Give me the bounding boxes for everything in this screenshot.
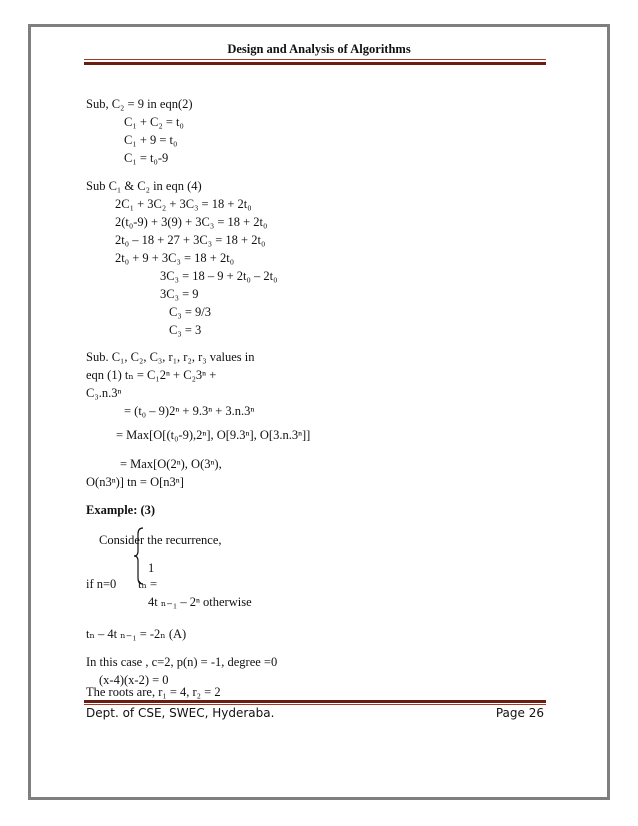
footer-rule-thick [84,700,546,703]
example-heading: Example: (3) [86,503,156,517]
paragraph-line: Sub. C₁, C₂, C₃, r₁, r₂, r₃ values in [86,350,255,364]
equation-line: = Max[O[(t₀-9),2ⁿ], O[9.3ⁿ], O[3.n.3ⁿ]] [116,428,311,442]
equation-line: 3C₃ = 9 [160,287,199,301]
header-rule-thin [84,59,546,60]
paragraph-line: Consider the recurrence, [99,533,222,547]
equation-line: C₁ + 9 = t₀ [124,133,178,147]
equation-line: 2t₀ – 18 + 27 + 3C₃ = 18 + 2t₀ [115,233,266,247]
equation-line: 2(t₀-9) + 3(9) + 3C₃ = 18 + 2t₀ [115,215,268,229]
equation-line: 3C₃ = 18 – 9 + 2t₀ – 2t₀ [160,269,278,283]
equation-line: C₃ = 9/3 [169,305,211,319]
header-rule-thick [84,62,546,65]
equation-line: = Max[O(2ⁿ), O(3ⁿ), [120,457,222,471]
equation-line: C₃ = 3 [169,323,202,337]
footer-page-number: Page 26 [495,706,544,720]
paragraph-line: C₃.n.3ⁿ [86,386,122,400]
equation-line: (x-4)(x-2) = 0 [99,673,169,687]
line-sub-c1-c2: Sub C₁ & C₂ in eqn (4) [86,179,202,193]
case-condition: if n=0 [86,577,117,591]
paragraph-line: The roots are, r₁ = 4, r₂ = 2 [86,685,221,699]
footer-rule-thin [84,704,546,705]
case-line: tₙ = [138,577,158,591]
footer-department: Dept. of CSE, SWEC, Hyderaba. [86,706,275,720]
paragraph-line: In this case , c=2, p(n) = -1, degree =0 [86,655,278,669]
equation-line: 2t₀ + 9 + 3C₃ = 18 + 2t₀ [115,251,235,265]
equation-line: tₙ – 4t ₙ₋₁ = -2ₙ (A) [86,627,187,641]
line-sub-c2: Sub, C₂ = 9 in eqn(2) [86,97,193,111]
case-line: 4t ₙ₋₁ – 2ⁿ otherwise [148,595,252,609]
equation-line: O(n3ⁿ)] tn = O[n3ⁿ] [86,475,184,489]
equation-line: = (t₀ – 9)2ⁿ + 9.3ⁿ + 3.n.3ⁿ [124,404,255,418]
paragraph-line: eqn (1) tₙ = C₁2ⁿ + C₂3ⁿ + [86,368,217,382]
header-title: Design and Analysis of Algorithms [227,42,411,56]
case-line: 1 [148,561,155,575]
equation-line: C₁ = t₀-9 [124,151,169,165]
equation-line: C₁ + C₂ = t₀ [124,115,184,129]
equation-line: 2C₁ + 3C₂ + 3C₃ = 18 + 2t₀ [115,197,252,211]
